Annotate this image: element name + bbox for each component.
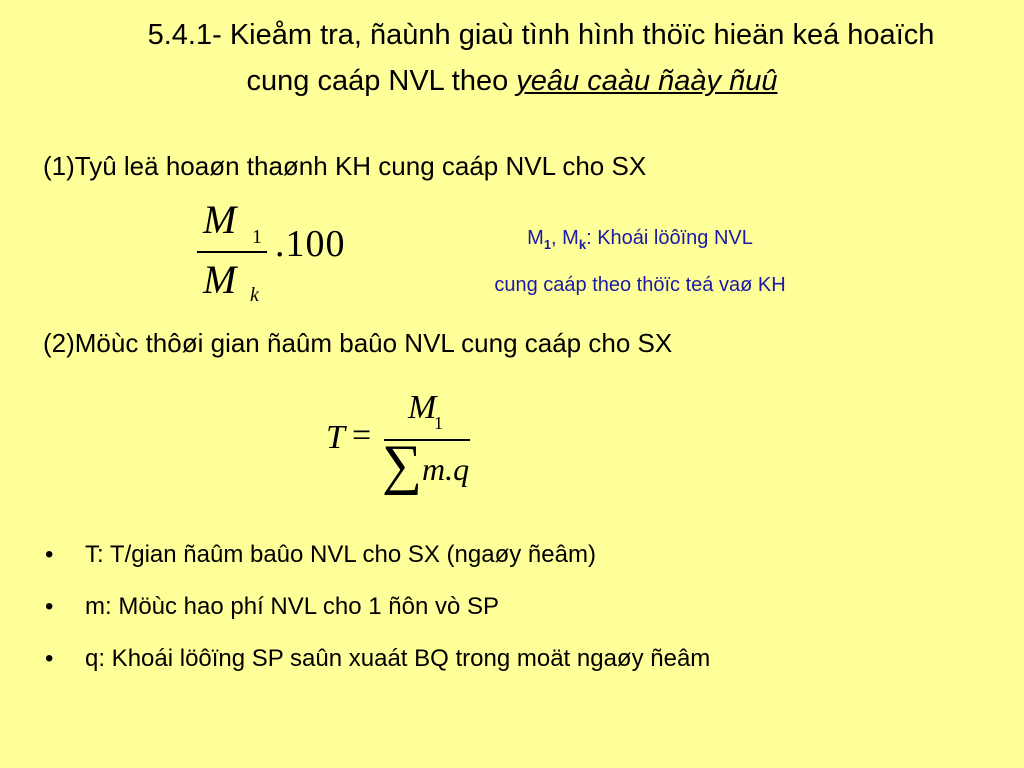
formula2-lhs: T <box>326 419 345 456</box>
note-separator: , <box>551 227 563 249</box>
note-line-1 <box>440 218 840 265</box>
note-m1-subscript: 1 <box>543 237 552 252</box>
note-mk-subscript: k <box>578 237 587 252</box>
definition-text: q: Khoái löôïng SP saûn xuaát BQ trong moät ngaøy ñeâm <box>85 645 711 672</box>
title-line-2-prefix: cung caáp NVL theo <box>246 65 517 97</box>
bullet-icon: • <box>45 541 54 568</box>
variable-note <box>440 218 840 305</box>
note-m1: M <box>527 227 544 249</box>
formula1-numerator-subscript: 1 <box>252 226 262 248</box>
formula1-multiplier: .100 <box>275 223 346 265</box>
title-emphasis: yeâu caàu ñaày ñuû <box>516 65 778 97</box>
formula1-numerator: M <box>203 197 237 242</box>
formula2-numerator-subscript: 1 <box>434 413 443 433</box>
bullet-icon: • <box>45 593 54 620</box>
completion-ratio-formula <box>195 198 375 310</box>
formula2-equals: = <box>352 417 372 454</box>
section-2-heading: (2)Möùc thôøi gian ñaûm baûo NVL cung caáp cho SX <box>43 328 673 358</box>
note-line-1-text: : Khoái löôïng NVL <box>586 227 753 249</box>
definition-text: T: T/gian ñaûm baûo NVL cho SX (ngaøy ñeâm) <box>85 541 596 568</box>
note-mk: M <box>562 227 579 249</box>
formula1-denominator: M <box>203 257 237 302</box>
formula1-fraction-bar <box>197 251 267 253</box>
list-item <box>45 585 710 637</box>
title-line-2 <box>20 58 1004 104</box>
bullet-icon: • <box>45 645 54 672</box>
supply-time-formula <box>322 385 502 505</box>
formula2-numerator: M <box>408 389 437 426</box>
slide-title <box>20 12 1004 104</box>
formula2-denominator: m.q <box>422 451 470 487</box>
list-item <box>45 533 710 585</box>
formula1-denominator-subscript: k <box>250 284 259 306</box>
definition-text: m: Möùc hao phí NVL cho 1 ñôn vò SP <box>85 593 500 620</box>
note-line-2: cung caáp theo thöïc teá vaø KH <box>494 274 786 296</box>
list-item <box>45 637 710 689</box>
summation-symbol: ∑ <box>382 434 422 496</box>
definitions-list <box>45 533 710 689</box>
title-line-1: 5.4.1- Kieåm tra, ñaùnh giaù tình hình thöïc hieän keá hoaïch <box>147 19 935 51</box>
section-1-heading: (1)Tyû leä hoaøn thaønh KH cung caáp NVL cho SX <box>43 151 647 181</box>
